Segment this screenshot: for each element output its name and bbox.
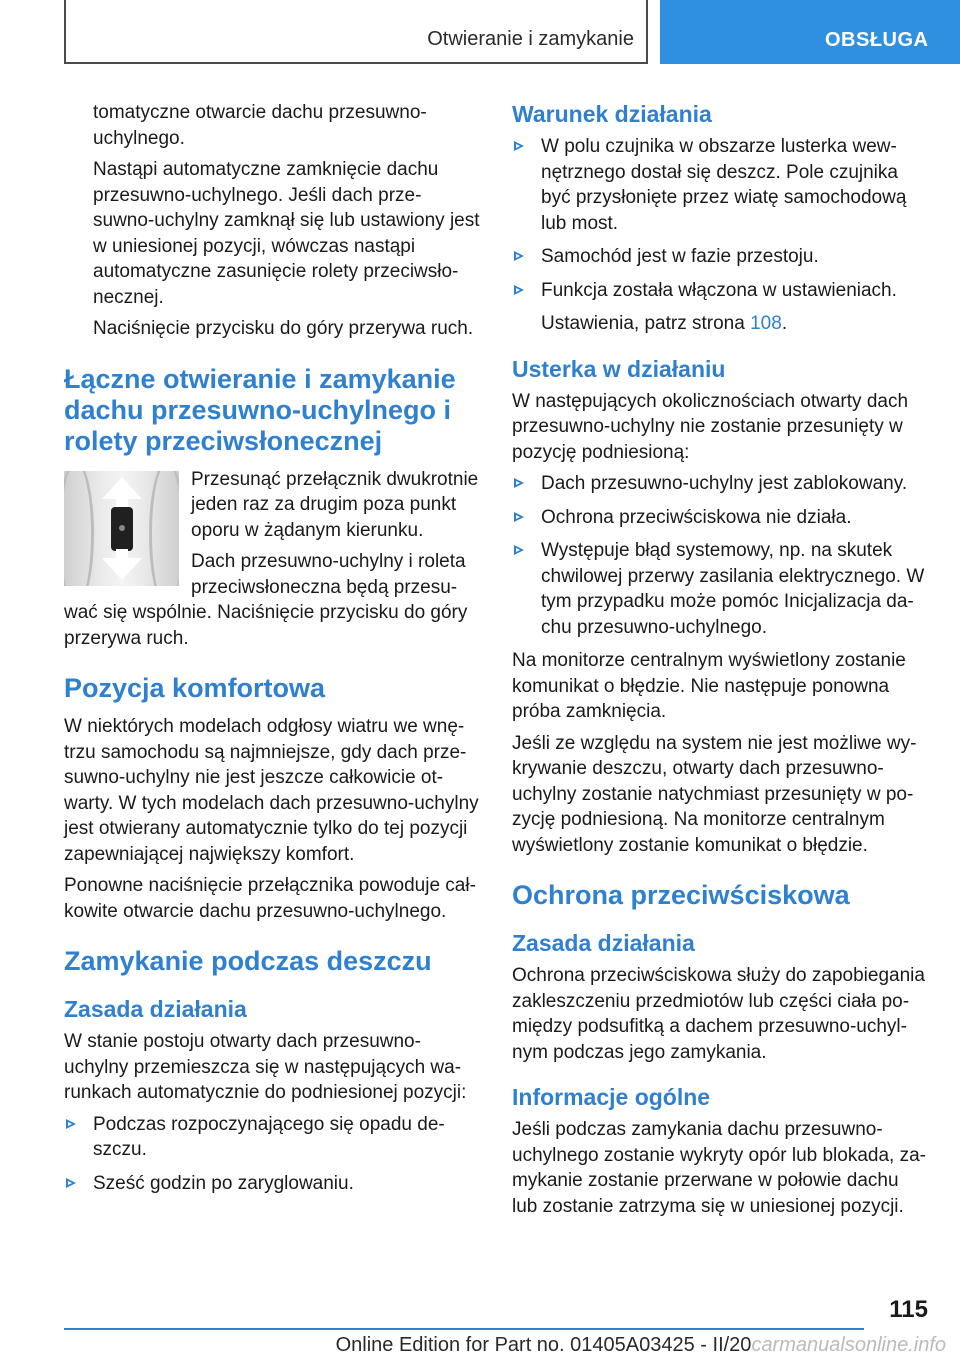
paragraph: Ochrona przeciwściskowa służy do zapobiegania zakleszczeniu przedmiotów lub części ciała po-między podsufitką a dachem przesuwno-uchyl-nym podczas jego zamykania. bbox=[512, 965, 925, 1063]
bullet-triangle-icon bbox=[514, 545, 524, 555]
rain-conditions-list bbox=[64, 1112, 480, 1197]
paragraph: tomatyczne otwarcie dachu przesuwno-uchylnego. bbox=[93, 102, 427, 149]
condition-list bbox=[512, 134, 928, 303]
heading-comfort-position: Pozycja komfortowa bbox=[64, 673, 326, 703]
paragraph: Przesunąć przełącznik dwukrotnie jeden raz za drugim poza punkt oporu w żądanym kierunku. bbox=[191, 468, 479, 541]
list-item: Sześć godzin po zaryglowaniu. bbox=[64, 1171, 480, 1197]
list-item: W polu czujnika w obszarze lusterka wew-nętrznego dostał się deszcz. Pole czujnika być przysłonięte przez wiatę samochodową lub most. bbox=[512, 134, 928, 236]
page-link[interactable]: 108 bbox=[750, 313, 782, 334]
subheading-malfunction: Usterka w działaniu bbox=[512, 355, 726, 382]
watermark: carmanualsonline.info bbox=[751, 1334, 946, 1356]
paragraph: Jeśli ze względu na system nie jest możliwe wy-krywanie deszczu, otwarty dach przesuwno-uchylny zostanie natychmiast przesunięty w po-zycję podniesioną. Na monitorze centralnym wyświetlony zostanie komunikat o błędzie. bbox=[512, 732, 917, 856]
bullet-triangle-icon bbox=[66, 1119, 76, 1129]
list-item: Funkcja została włączona w ustawieniach. bbox=[512, 278, 928, 304]
list-item: Ochrona przeciwściskowa nie działa. bbox=[512, 505, 928, 531]
list-item: Samochód jest w fazie przestoju. bbox=[512, 244, 928, 270]
bullet-triangle-icon bbox=[514, 478, 524, 488]
paragraph: Jeśli podczas zamykania dachu przesuwno-uchylnego zostanie wykryty opór lub blokada, za-mykanie zostanie przerwane w połowie dachu lub zostanie zatrzyma się w uniesionej pozycji. bbox=[512, 1119, 927, 1217]
list-item: Występuje błąd systemowy, np. na skutek chwilowej przerwy zasilania elektrycznego. W tym przypadku może pomóc Inicjalizacja da-chu przesuwno-uchylnego. bbox=[512, 538, 928, 640]
bullet-triangle-icon bbox=[514, 251, 524, 261]
arrow-up-icon bbox=[102, 477, 142, 499]
list-item: Dach przesuwno-uchylny jest zablokowany. bbox=[512, 471, 928, 497]
footer-divider bbox=[64, 1328, 864, 1330]
malfunction-list bbox=[512, 471, 928, 640]
subheading-condition: Warunek działania bbox=[512, 101, 712, 127]
paragraph: Na monitorze centralnym wyświetlony zostanie komunikat o błędzie. Nie następuje ponowna próba zamknięcia. bbox=[512, 650, 906, 722]
header-chapter-box bbox=[64, 0, 648, 64]
subheading-general-info: Informacje ogólne bbox=[512, 1084, 711, 1110]
paragraph: W niektórych modelach odgłosy wiatru we wnę-trzu samochodu są najmniejsze, gdy dach prze-suwno-uchylny nie jest jeszcze całkowicie ot-warty. W tych modelach dach przesuwno-uchylny jest otwierany automatycznie tylko do tej pozycji zapewniającej największy komfort. bbox=[64, 716, 479, 865]
list-item: Podczas rozpoczynającego się opadu de-szczu. bbox=[64, 1112, 480, 1163]
section-tab bbox=[660, 0, 960, 64]
paragraph: Dach przesuwno-uchylny i roleta przeciwsłoneczna będą przesu-wać się wspólnie. Naciśnięcie przycisku do góry przerywa ruch. bbox=[64, 551, 468, 649]
heading-rain-closing: Zamykanie podczas deszczu bbox=[64, 946, 432, 976]
bullet-triangle-icon bbox=[514, 285, 524, 295]
section-tab-label: OBSŁUGA bbox=[825, 29, 929, 51]
footer-edition: Online Edition for Part no. 01405A03425 - II/20carmanualsonline.info bbox=[335, 1334, 946, 1356]
subheading-principle: Zasada działania bbox=[512, 930, 695, 956]
roof-switch-icon bbox=[111, 507, 133, 551]
paragraph: Nastąpi automatyczne zamknięcie dachu przesuwno-uchylnego. Jeśli dach prze-suwno-uchylny zamknął się lub ustawiony jest w uniesionej pozycji, wówczas nastąpi automatyczne zasunięcie rolety przeciwsło-necznej. bbox=[93, 159, 480, 308]
bullet-triangle-icon bbox=[514, 512, 524, 522]
paragraph: W następujących okolicznościach otwarty dach przesuwno-uchylny nie zostanie przesunięty w pozycję podniesioną: bbox=[512, 390, 909, 463]
roof-switch-illustration bbox=[64, 471, 179, 586]
subheading-principle: Zasada działania bbox=[64, 996, 247, 1022]
bullet-triangle-icon bbox=[514, 141, 524, 151]
chapter-title: Otwieranie i zamykanie bbox=[427, 28, 634, 50]
heading-pinch-protection: Ochrona przeciwściskowa bbox=[512, 880, 850, 910]
settings-reference: Ustawienia, patrz strona 108. bbox=[541, 313, 788, 334]
arrow-down-icon bbox=[102, 558, 142, 580]
page-number: 115 bbox=[889, 1296, 928, 1323]
heading-combined-operation: Łączne otwieranie i zamykanie dachu przesuwno-uchylnego i rolety przeciwsłonecznej bbox=[64, 363, 456, 456]
paragraph: Ponowne naciśnięcie przełącznika powoduje cał-kowite otwarcie dachu przesuwno-uchylnego. bbox=[64, 875, 476, 922]
paragraph: Naciśnięcie przycisku do góry przerywa ruch. bbox=[93, 318, 474, 339]
right-column bbox=[512, 100, 928, 1225]
left-column bbox=[64, 100, 480, 1204]
bullet-triangle-icon bbox=[66, 1178, 76, 1188]
paragraph: W stanie postoju otwarty dach przesuwno-uchylny przemieszcza się w następujących wa-runkach automatycznie do podniesionej pozycji: bbox=[64, 1031, 467, 1103]
